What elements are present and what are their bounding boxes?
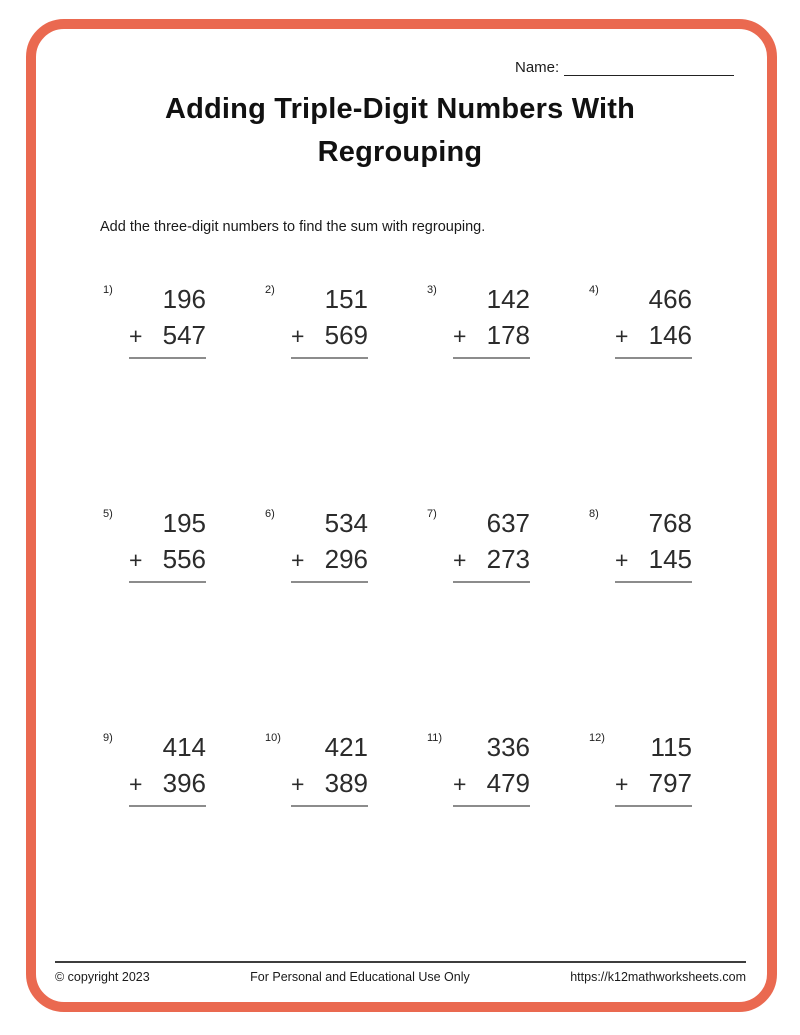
answer-line (129, 581, 206, 583)
addition-block (615, 729, 692, 807)
plus-icon: + (291, 547, 305, 573)
bottom-addend-row (291, 541, 368, 578)
problem-12 (589, 729, 751, 953)
answer-line (453, 805, 530, 807)
plus-icon: + (453, 771, 467, 797)
plus-icon: + (129, 547, 143, 573)
addition-block (615, 505, 692, 583)
usage-text: For Personal and Educational Use Only (250, 970, 470, 984)
plus-icon: + (453, 323, 467, 349)
answer-line (615, 805, 692, 807)
instruction-text: Add the three-digit numbers to find the sum with regrouping. (100, 219, 486, 235)
problem-number: 11) (427, 732, 443, 744)
problem-6 (265, 505, 427, 729)
problem-11 (427, 729, 589, 953)
problem-4 (589, 281, 751, 505)
plus-icon: + (129, 771, 143, 797)
problem-number: 10) (265, 732, 281, 744)
problem-10 (265, 729, 427, 953)
top-addend: 195 (162, 508, 206, 538)
problem-number: 4) (589, 284, 599, 296)
addition-block (129, 505, 206, 583)
top-addend: 336 (486, 732, 530, 762)
addition-block (291, 729, 368, 807)
plus-icon: + (615, 547, 629, 573)
answer-line (129, 805, 206, 807)
answer-line (129, 357, 206, 359)
problem-number: 3) (427, 284, 437, 296)
problem-5 (103, 505, 265, 729)
plus-icon: + (291, 323, 305, 349)
answer-line (453, 581, 530, 583)
answer-line (291, 357, 368, 359)
bottom-addend-row (453, 541, 530, 578)
bottom-addend-row (453, 317, 530, 354)
bottom-addend-row (291, 317, 368, 354)
addition-block (615, 281, 692, 359)
bottom-addend-row (453, 765, 530, 802)
addition-block (453, 281, 530, 359)
top-addend: 151 (324, 284, 368, 314)
bottom-addend: 296 (324, 544, 368, 574)
problem-2 (265, 281, 427, 505)
problem-number: 5) (103, 508, 113, 520)
plus-icon: + (615, 323, 629, 349)
problem-number: 12) (589, 732, 605, 744)
addition-block (453, 505, 530, 583)
bottom-addend: 145 (648, 544, 692, 574)
top-addend: 534 (324, 508, 368, 538)
problem-1 (103, 281, 265, 505)
bottom-addend: 396 (162, 768, 206, 798)
addition-block (453, 729, 530, 807)
problem-number: 1) (103, 284, 113, 296)
addition-block (129, 281, 206, 359)
top-addend: 414 (162, 732, 206, 762)
bottom-addend-row (129, 317, 206, 354)
bottom-addend-row (615, 765, 692, 802)
problem-3 (427, 281, 589, 505)
problem-number: 6) (265, 508, 275, 520)
name-row (515, 59, 734, 76)
bottom-addend-row (129, 765, 206, 802)
page-title: Adding Triple-Digit Numbers With Regrouping (164, 93, 636, 168)
bottom-addend: 569 (324, 320, 368, 350)
problem-number: 8) (589, 508, 599, 520)
problem-number: 2) (265, 284, 275, 296)
answer-line (615, 357, 692, 359)
problem-7 (427, 505, 589, 729)
problem-number: 7) (427, 508, 437, 520)
name-label: Name: (515, 59, 560, 76)
answer-line (453, 357, 530, 359)
bottom-addend: 556 (162, 544, 206, 574)
name-blank-line (564, 59, 734, 76)
bottom-addend: 273 (486, 544, 530, 574)
plus-icon: + (453, 547, 467, 573)
bottom-addend-row (615, 541, 692, 578)
problem-number: 9) (103, 732, 113, 744)
addition-block (291, 505, 368, 583)
bottom-addend: 389 (324, 768, 368, 798)
bottom-addend: 479 (486, 768, 530, 798)
addition-block (291, 281, 368, 359)
top-addend: 768 (648, 508, 692, 538)
top-addend: 196 (162, 284, 206, 314)
top-addend: 142 (486, 284, 530, 314)
top-addend: 115 (650, 732, 692, 762)
bottom-addend-row (615, 317, 692, 354)
bottom-addend: 797 (648, 768, 692, 798)
answer-line (615, 581, 692, 583)
bottom-addend: 178 (486, 320, 530, 350)
bottom-addend-row (129, 541, 206, 578)
problems-grid (103, 281, 751, 953)
problem-8 (589, 505, 751, 729)
site-url-link[interactable]: https://k12mathworksheets.com (570, 970, 746, 984)
addition-block (129, 729, 206, 807)
top-addend: 421 (324, 732, 368, 762)
bottom-addend: 146 (648, 320, 692, 350)
problem-9 (103, 729, 265, 953)
answer-line (291, 805, 368, 807)
top-addend: 466 (648, 284, 692, 314)
plus-icon: + (291, 771, 305, 797)
bottom-addend: 547 (162, 320, 206, 350)
answer-line (291, 581, 368, 583)
footer (55, 961, 746, 984)
top-addend: 637 (486, 508, 530, 538)
bottom-addend-row (291, 765, 368, 802)
plus-icon: + (615, 771, 629, 797)
copyright-text: © copyright 2023 (55, 970, 150, 984)
plus-icon: + (129, 323, 143, 349)
